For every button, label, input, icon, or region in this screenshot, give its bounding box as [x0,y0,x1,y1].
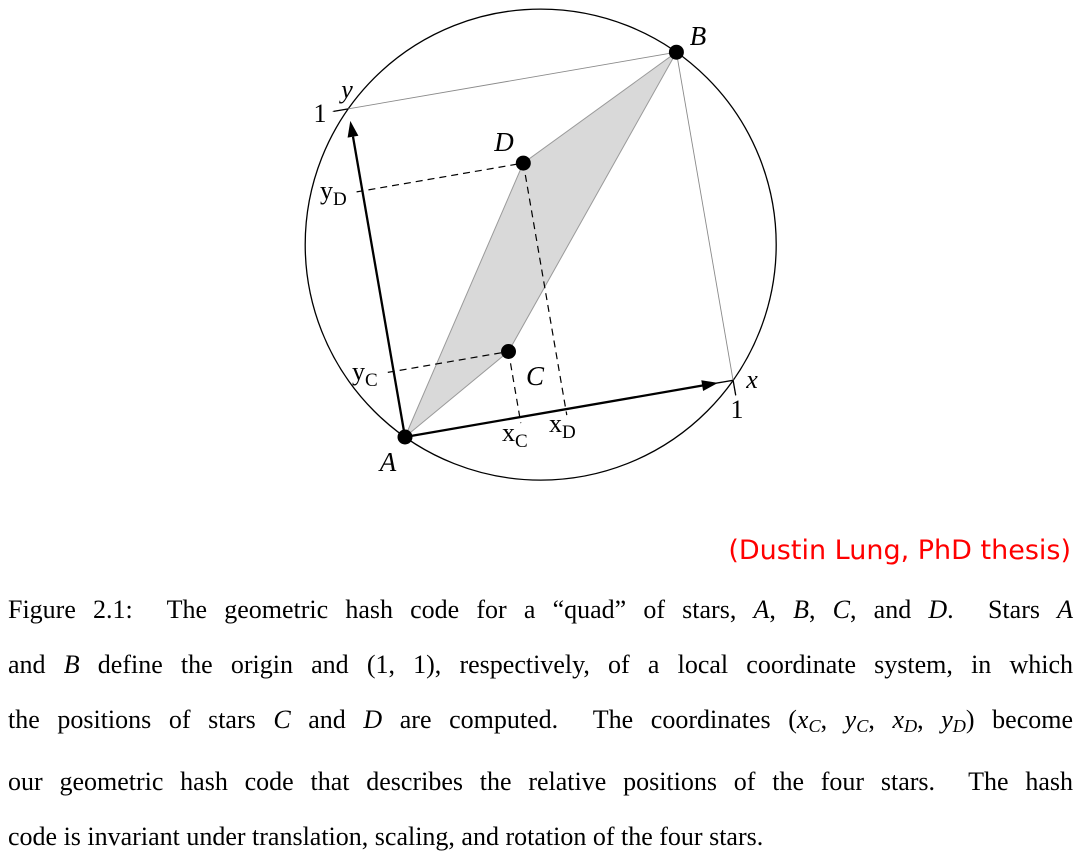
caption-segment: B [793,595,809,624]
y-axis-arrowhead [348,121,359,138]
caption-segment: x [796,705,809,734]
label-C: C [525,361,545,391]
square-side-right-line [676,52,735,396]
label-D: D [494,127,514,157]
caption-line [8,809,1073,851]
caption-segment: D [363,705,383,734]
caption-line [8,582,1073,637]
dashed-xC-projection [509,352,521,424]
star-dot-B [669,45,684,60]
label-A: A [379,447,397,477]
caption-segment: , [820,705,845,734]
label-xC-main: x [502,418,515,447]
label-yC-main: y [352,357,365,386]
caption-segment: define the origin and (1, 1), respectively, of a local coordinate system, in which [79,650,1074,679]
caption-segment: B [63,650,80,679]
x-axis-tip-segment [716,380,733,383]
caption-segment: C [856,716,869,736]
star-dot-D [516,156,531,171]
caption-line [8,754,1073,809]
x-axis-unit-label: 1 [730,395,744,424]
caption-segment: , [808,595,833,624]
caption-segment: , [917,705,942,734]
caption-segment: , and [849,595,929,624]
label-yD-main: y [320,176,333,205]
label-xD-main: x [549,409,562,438]
x-axis-unit-tick [733,380,736,395]
dashed-yD-projection [357,163,524,192]
x-axis-label: x [746,365,758,394]
label-yD [320,176,347,210]
caption-line [8,637,1073,692]
label-yC-sub: C [365,370,378,391]
caption-segment: x [892,705,904,734]
label-yC [352,357,378,391]
caption-segment: Figure 2.1: The geometric hash code for a “quad” of stars, [8,595,754,624]
caption-segment: D [928,595,948,624]
caption-line [8,692,1073,754]
label-xD-sub: D [562,422,576,443]
caption-segment: D [904,716,918,736]
caption-segment: y [844,705,857,734]
star-dot-C [501,344,516,359]
caption-segment: , [868,705,893,734]
caption-segment: C [273,705,291,734]
label-xC [502,418,528,452]
star-dot-A [398,430,413,445]
y-axis-line [353,137,405,437]
label-xD [549,409,576,443]
caption-segment: and [290,705,364,734]
caption-segment: the positions of stars [8,705,274,734]
caption-segment: A [1057,595,1074,624]
caption-segment: A [753,595,770,624]
caption-segment: . Stars [947,595,1058,624]
y-axis-label: y [341,75,353,104]
caption-segment: code is invariant under translation, scaling, and rotation of the four stars. [8,822,764,851]
caption-segment: y [941,705,953,734]
caption-segment: are computed. The coordinates ( [382,705,797,734]
label-xC-sub: C [515,431,528,452]
caption-segment: C [808,716,821,736]
caption-segment: C [832,595,850,624]
caption-segment: , [769,595,794,624]
x-axis-arrowhead [701,380,718,391]
attribution: (Dustin Lung, PhD thesis) [728,535,1071,566]
caption-segment: ) become [965,705,1074,734]
caption-segment: our geometric hash code that describes the relative positions of the four stars. The hash [8,767,1073,796]
y-axis-unit-label: 1 [313,99,327,128]
figure-caption [8,582,1073,851]
label-yD-sub: D [333,189,347,210]
caption-segment: and [8,650,64,679]
caption-segment: D [952,716,966,736]
label-B: B [689,21,707,51]
